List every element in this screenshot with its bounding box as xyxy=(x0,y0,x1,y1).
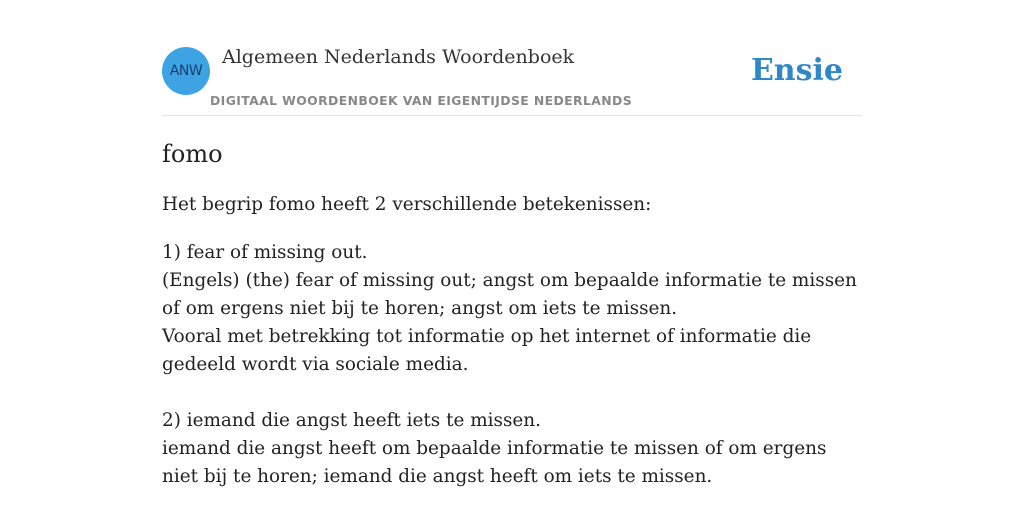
site-subtitle: DIGITAAL WOORDENBOEK VAN EIGENTIJDSE NEDERLANDS xyxy=(210,93,633,108)
anw-logo[interactable] xyxy=(162,47,210,95)
meaning-2-definition: iemand die angst heeft om bepaalde informatie te missen of om ergens niet bij te horen; iemand die angst heeft om iets te missen. xyxy=(162,438,827,487)
headword: fomo xyxy=(162,140,223,168)
meaning-2-title: 2) iemand die angst heeft iets te missen. xyxy=(162,410,541,431)
meaning-1-definition: (Engels) (the) fear of missing out; angst om bepaalde informatie te missen of om ergens niet bij te horen; angst om iets te missen. xyxy=(162,270,857,319)
meaning-1-title: 1) fear of missing out. xyxy=(162,242,368,263)
meanings-list xyxy=(162,239,864,491)
intro-text: Het begrip fomo heeft 2 verschillende betekenissen: xyxy=(162,194,652,215)
site-title[interactable]: Algemeen Nederlands Woordenboek xyxy=(222,46,575,68)
header-divider xyxy=(162,115,862,116)
ensie-brand-link[interactable]: Ensie xyxy=(750,53,843,88)
meaning-1-note: Vooral met betrekking tot informatie op het internet of informatie die gedeeld wordt via sociale media. xyxy=(162,326,812,375)
logo-text: ANW xyxy=(169,63,203,79)
meaning-spacer xyxy=(162,379,864,407)
